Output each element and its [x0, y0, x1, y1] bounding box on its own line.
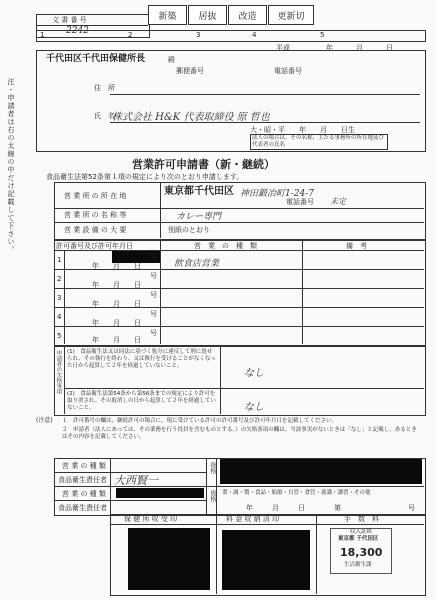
doc-number-label: 文 書 番 号	[52, 16, 87, 24]
fee-amount: 18,300	[340, 546, 383, 559]
addressee: 千代田区千代田保健所長	[46, 54, 146, 64]
renewal-button[interactable]: 更新切	[268, 5, 314, 25]
eligibility-item2-value: なし	[244, 402, 264, 413]
doc-number-value: 2242	[66, 26, 89, 36]
redacted-receipt-stamp	[128, 528, 210, 590]
take-over-button[interactable]: 居抜	[188, 5, 227, 25]
location-handwritten: 神田鍛冶町1-24-7	[240, 189, 314, 199]
redacted-payment-stamp	[222, 530, 310, 590]
eligibility-item1-value: なし	[244, 368, 264, 379]
corp-note: 法人の場合は、その名称、主たる事務所の所在地及び代表者の氏名	[252, 135, 385, 148]
eligibility-label: 申請者の欠格事項	[55, 350, 62, 394]
facility-name-value: カレー専門	[176, 212, 222, 222]
form-title: 営業許可申請書（新・継続）	[132, 158, 275, 171]
column-number-row	[36, 30, 426, 42]
applicant-name: 株式会社 H&K 代表取締役 原 哲也	[112, 112, 270, 123]
redacted-manager-2	[116, 488, 204, 498]
renovation-button[interactable]: 改造	[228, 5, 267, 25]
manager-name: 大西賢一	[114, 474, 158, 487]
permit-type-1: 飲食店営業	[174, 259, 220, 269]
redacted-qualification-1	[220, 459, 422, 484]
permit-table	[54, 240, 426, 346]
form-subtitle: 食品衛生法第52条第１項の規定により次のとおり申請します。	[46, 173, 244, 181]
side-instruction: 注・申請者は右の太線の中だけ記載して下さい。	[7, 78, 15, 254]
new-construction-button[interactable]: 新築	[148, 5, 187, 25]
location-value: 東京都千代田区	[164, 186, 234, 197]
